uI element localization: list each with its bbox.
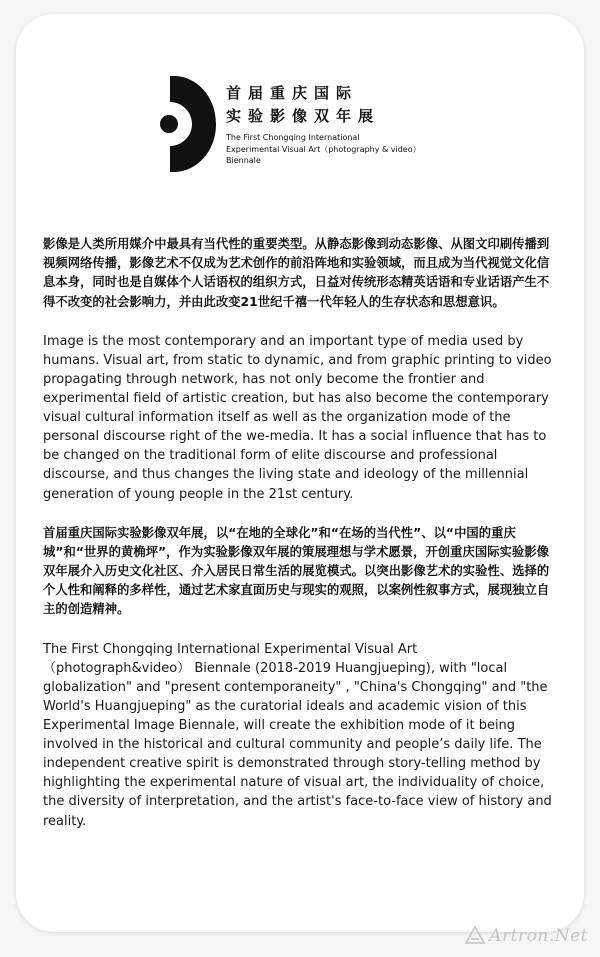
logo-chinese-title-line1: 首届重庆国际 <box>226 84 359 102</box>
logo-english-title <box>226 132 421 167</box>
biennale-logo-mark-icon <box>160 76 216 172</box>
logo-english-line2: Experimental Visual Art（photography & video） <box>226 144 421 154</box>
logo-english-line3: Biennale <box>226 156 261 165</box>
watermark-text: Artron.Net <box>489 926 588 946</box>
artron-logo-icon <box>465 926 485 946</box>
english-paragraph-intro: Image is the most contemporary and an important type of media used by humans. Visual art, from static to dynamic, and from graphic printing to video propagating through network, has not only become the frontier and experimental field of artistic creation, but has also become the contemporary visual cultural information itself as well as the organization mode of the personal discourse right of the we-media. It has a social influence that has to be changed on the traditional form of elite discourse and professional discourse, and thus changes the living state and ideology of the millennial generation of young people in the 21st century. <box>43 333 552 502</box>
watermark <box>465 925 588 947</box>
logo-chinese-title-line2: 实验影像双年展 <box>226 107 381 125</box>
article-body <box>43 235 558 851</box>
english-paragraph-curation: The First Chongqing International Experimental Visual Art（photograph&video） Biennale (2018-2019 Huangjueping), with "local globalization" and "present contemporaneity" , "China's Chongqing" and "the World's Huangjueping" as the curatorial ideals and academic vision of this Experimental Image Biennale, will create the exhibition mode of it being involved in the historical and cultural community and people’s daily life. The independent creative spirit is demonstrated through story-telling method by highlighting the experimental nature of visual art, the individuality of choice, the diversity of interpretation, and the artist's face-to-face view of history and reality. <box>43 641 552 829</box>
chinese-paragraph-intro: 影像是人类所用媒介中最具有当代性的重要类型。从静态影像到动态影像、从图文印刷传播到视频网络传播，影像艺术不仅成为艺术创作的前沿阵地和实验领域，而且成为当代视觉文化信息本身，同时也是自媒体个人话语权的组织方式，日益对传统形态精英话语和专业话语产生不得不改变的社会影响力，并由此改变21世纪千禧一代年轻人的生存状态和思想意识。 <box>43 237 550 309</box>
logo-english-line1: The First Chongqing International <box>226 133 360 142</box>
biennale-logo <box>160 72 460 172</box>
chinese-paragraph-curation: 首届重庆国际实验影像双年展，以“在地的全球化”和“在场的当代性”、以“中国的重庆城”和“世界的黄桷坪”，作为实验影像双年展的策展理想与学术愿景，开创重庆国际实验影像双年展介入历史文化社区、介入居民日常生活的展览模式。以突出影像艺术的实验性、选择的个人性和阐释的多样性，通过艺术家直面历史与现实的观照，以案例性叙事方式，展现独立自主的创造精神。 <box>43 525 550 617</box>
